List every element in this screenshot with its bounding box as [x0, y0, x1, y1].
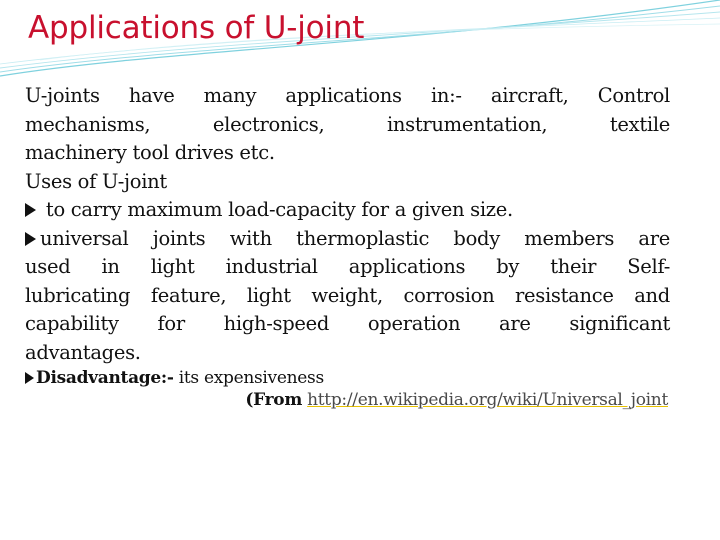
disadvantage-text: its expensiveness	[178, 368, 324, 388]
uses-heading: Uses of U-joint	[25, 169, 167, 193]
arrow-bullet-icon	[25, 232, 36, 246]
bullet-2-line-5: advantages.	[25, 340, 141, 364]
source-citation	[25, 389, 670, 411]
disadvantage-label: Disadvantage:-	[36, 368, 174, 388]
bullet-2-text-1: universal joints with thermoplastic body members are	[40, 226, 670, 250]
source-prefix: (From	[245, 390, 303, 410]
intro-line-1: U-joints have many applications in:- aircraft, Control	[25, 84, 670, 107]
intro-line-3: machinery tool drives etc.	[25, 141, 275, 164]
source-link[interactable]: http://en.wikipedia.org/wiki/Universal_joint	[307, 390, 668, 410]
bullet-1	[25, 196, 670, 225]
bullet-1-text: to carry maximum load-capacity for a given size.	[45, 198, 513, 221]
disadvantage-line	[25, 367, 670, 389]
page-title: Applications of U-joint	[28, 10, 365, 46]
intro-line-2: mechanisms, electronics, instrumentation, textile	[25, 112, 670, 136]
arrow-bullet-icon	[25, 203, 36, 217]
arrow-bullet-icon	[25, 372, 34, 384]
bullet-2-line-2: used in light industrial applications by their Self-	[25, 255, 670, 278]
bullet-2-line-3: lubricating feature, light weight, corrosion resistance and	[25, 283, 670, 307]
bullet-2-line-4: capability for high-speed operation are significant	[25, 312, 670, 335]
bullet-2-line-1	[25, 225, 670, 254]
slide-body	[25, 82, 670, 411]
